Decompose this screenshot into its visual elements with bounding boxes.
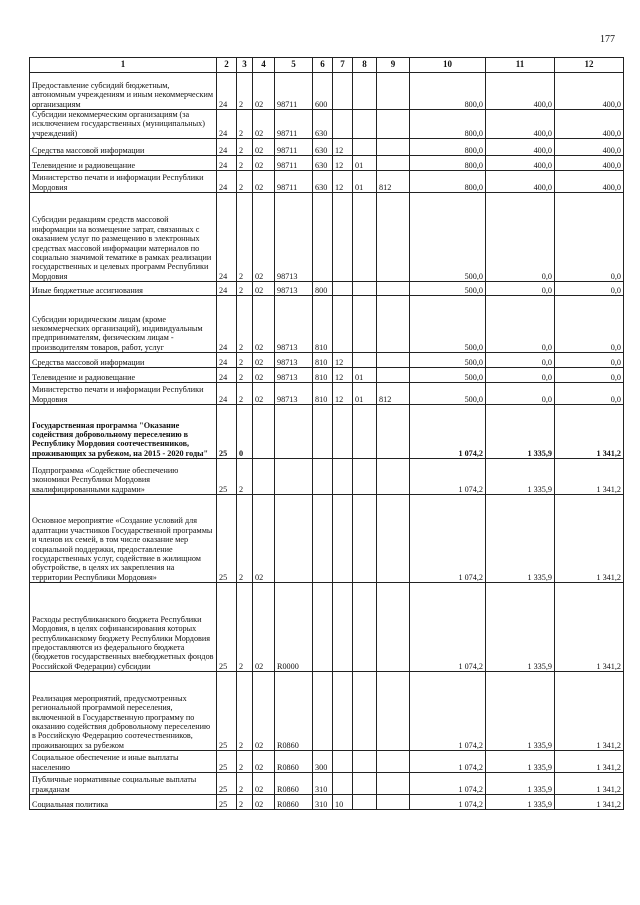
cell-col-9 — [377, 405, 410, 459]
cell-col-3: 0 — [237, 405, 253, 459]
cell-col-9 — [377, 282, 410, 296]
cell-col-10: 1 074,2 — [410, 405, 486, 459]
cell-col-9 — [377, 672, 410, 751]
cell-col-11: 400,0 — [486, 110, 555, 139]
cell-col-3: 2 — [237, 495, 253, 583]
cell-col-4: 02 — [253, 296, 275, 353]
table-row — [30, 405, 624, 459]
cell-col-6 — [313, 495, 333, 583]
row-description: Государственная программа "Оказание содействия добровольному переселению в Республику Мордовия соотечественников, проживающих за рубежом, на 2015 - 2020 годы" — [30, 405, 217, 459]
cell-col-10: 800,0 — [410, 139, 486, 156]
cell-col-7 — [333, 296, 353, 353]
cell-col-4: 02 — [253, 353, 275, 368]
cell-col-4: 02 — [253, 368, 275, 383]
cell-col-4: 02 — [253, 795, 275, 810]
cell-col-8 — [353, 296, 377, 353]
cell-col-12: 1 341,2 — [555, 459, 624, 495]
column-header-10: 10 — [410, 58, 486, 73]
cell-col-4: 02 — [253, 156, 275, 171]
cell-col-10: 800,0 — [410, 171, 486, 193]
cell-col-11: 1 335,9 — [486, 583, 555, 672]
cell-col-9 — [377, 368, 410, 383]
cell-col-5 — [275, 405, 313, 459]
column-header-9: 9 — [377, 58, 410, 73]
column-header-4: 4 — [253, 58, 275, 73]
cell-col-5: 98713 — [275, 296, 313, 353]
cell-col-8 — [353, 353, 377, 368]
cell-col-12: 1 341,2 — [555, 672, 624, 751]
cell-col-9 — [377, 110, 410, 139]
cell-col-9 — [377, 495, 410, 583]
cell-col-2: 24 — [217, 139, 237, 156]
cell-col-11: 400,0 — [486, 73, 555, 110]
cell-col-7: 10 — [333, 795, 353, 810]
cell-col-2: 25 — [217, 672, 237, 751]
cell-col-6 — [313, 193, 333, 282]
cell-col-10: 500,0 — [410, 296, 486, 353]
cell-col-11: 1 335,9 — [486, 751, 555, 773]
cell-col-8 — [353, 773, 377, 795]
cell-col-10: 500,0 — [410, 353, 486, 368]
table-row — [30, 773, 624, 795]
cell-col-12: 0,0 — [555, 353, 624, 368]
cell-col-6: 300 — [313, 751, 333, 773]
cell-col-11: 0,0 — [486, 383, 555, 405]
column-header-12: 12 — [555, 58, 624, 73]
cell-col-7 — [333, 459, 353, 495]
cell-col-2: 25 — [217, 495, 237, 583]
cell-col-7 — [333, 110, 353, 139]
cell-col-7: 12 — [333, 368, 353, 383]
cell-col-11: 0,0 — [486, 193, 555, 282]
cell-col-3: 2 — [237, 773, 253, 795]
table-row — [30, 171, 624, 193]
cell-col-12: 0,0 — [555, 193, 624, 282]
cell-col-6: 600 — [313, 73, 333, 110]
table-row — [30, 751, 624, 773]
cell-col-2: 25 — [217, 583, 237, 672]
cell-col-2: 25 — [217, 751, 237, 773]
cell-col-9: 812 — [377, 383, 410, 405]
cell-col-9 — [377, 139, 410, 156]
cell-col-10: 1 074,2 — [410, 495, 486, 583]
cell-col-5: R0860 — [275, 795, 313, 810]
cell-col-7 — [333, 672, 353, 751]
cell-col-9 — [377, 583, 410, 672]
cell-col-10: 1 074,2 — [410, 459, 486, 495]
cell-col-8 — [353, 405, 377, 459]
cell-col-6: 310 — [313, 795, 333, 810]
cell-col-3: 2 — [237, 296, 253, 353]
cell-col-5: 98711 — [275, 73, 313, 110]
cell-col-6: 630 — [313, 156, 333, 171]
cell-col-12: 400,0 — [555, 139, 624, 156]
cell-col-10: 1 074,2 — [410, 672, 486, 751]
table-row — [30, 156, 624, 171]
cell-col-6: 630 — [313, 139, 333, 156]
cell-col-5: 98713 — [275, 193, 313, 282]
row-description: Предоставление субсидий бюджетным, автономным учреждениям и иным некоммерческим организациям — [30, 73, 217, 110]
cell-col-5: 98711 — [275, 156, 313, 171]
table-row — [30, 795, 624, 810]
table-row — [30, 672, 624, 751]
cell-col-6: 810 — [313, 296, 333, 353]
column-header-8: 8 — [353, 58, 377, 73]
cell-col-2: 25 — [217, 795, 237, 810]
table-header-row — [30, 58, 624, 73]
cell-col-7 — [333, 73, 353, 110]
cell-col-5: R0860 — [275, 672, 313, 751]
cell-col-4: 02 — [253, 495, 275, 583]
cell-col-3: 2 — [237, 383, 253, 405]
cell-col-3: 2 — [237, 139, 253, 156]
cell-col-2: 25 — [217, 459, 237, 495]
cell-col-9 — [377, 773, 410, 795]
cell-col-5: 98713 — [275, 383, 313, 405]
cell-col-5: R0860 — [275, 751, 313, 773]
cell-col-4: 02 — [253, 583, 275, 672]
table-row — [30, 368, 624, 383]
cell-col-4 — [253, 459, 275, 495]
table-row — [30, 73, 624, 110]
cell-col-12: 400,0 — [555, 156, 624, 171]
row-description: Субсидии редакциям средств массовой информации на возмещение затрат, связанных с оказанием услуг по размещению в электронных средствах массовой информации материалов по социально значимой тематике в рамках реализации государственных и целевых программ Республики Мордовия — [30, 193, 217, 282]
cell-col-7 — [333, 495, 353, 583]
cell-col-5: 98713 — [275, 282, 313, 296]
cell-col-12: 400,0 — [555, 73, 624, 110]
cell-col-6: 630 — [313, 110, 333, 139]
cell-col-3: 2 — [237, 459, 253, 495]
cell-col-8 — [353, 110, 377, 139]
cell-col-2: 24 — [217, 296, 237, 353]
cell-col-6: 810 — [313, 353, 333, 368]
cell-col-8 — [353, 459, 377, 495]
cell-col-4: 02 — [253, 751, 275, 773]
column-header-2: 2 — [217, 58, 237, 73]
cell-col-5: R0860 — [275, 773, 313, 795]
row-description: Субсидии юридическим лицам (кроме некоммерческих организаций), индивидуальным предпринимателям, физическим лицам - производителям товаров, работ, услуг — [30, 296, 217, 353]
cell-col-8 — [353, 73, 377, 110]
cell-col-11: 1 335,9 — [486, 405, 555, 459]
cell-col-8 — [353, 795, 377, 810]
cell-col-10: 500,0 — [410, 193, 486, 282]
cell-col-12: 1 341,2 — [555, 405, 624, 459]
cell-col-4: 02 — [253, 282, 275, 296]
row-description: Подпрограмма «Содействие обеспечению экономики Республики Мордовия квалифицированными кадрами» — [30, 459, 217, 495]
cell-col-2: 24 — [217, 383, 237, 405]
cell-col-10: 1 074,2 — [410, 773, 486, 795]
cell-col-6: 810 — [313, 368, 333, 383]
cell-col-4: 02 — [253, 672, 275, 751]
cell-col-12: 1 341,2 — [555, 773, 624, 795]
cell-col-9 — [377, 193, 410, 282]
cell-col-7 — [333, 193, 353, 282]
row-description: Средства массовой информации — [30, 139, 217, 156]
cell-col-8 — [353, 495, 377, 583]
cell-col-11: 1 335,9 — [486, 773, 555, 795]
cell-col-3: 2 — [237, 282, 253, 296]
cell-col-10: 500,0 — [410, 368, 486, 383]
cell-col-7 — [333, 583, 353, 672]
cell-col-7: 12 — [333, 353, 353, 368]
cell-col-3: 2 — [237, 193, 253, 282]
table-row — [30, 353, 624, 368]
cell-col-5 — [275, 495, 313, 583]
column-header-1: 1 — [30, 58, 217, 73]
cell-col-3: 2 — [237, 353, 253, 368]
cell-col-7: 12 — [333, 383, 353, 405]
column-header-11: 11 — [486, 58, 555, 73]
cell-col-7 — [333, 773, 353, 795]
cell-col-11: 0,0 — [486, 282, 555, 296]
cell-col-3: 2 — [237, 110, 253, 139]
cell-col-3: 2 — [237, 171, 253, 193]
cell-col-7 — [333, 751, 353, 773]
cell-col-2: 24 — [217, 353, 237, 368]
cell-col-12: 400,0 — [555, 171, 624, 193]
cell-col-8: 01 — [353, 156, 377, 171]
cell-col-12: 0,0 — [555, 296, 624, 353]
row-description: Расходы республиканского бюджета Республики Мордовия, в целях софинансирования которых республиканскому бюджету Республики Мордовия предоставляются из федерального бюджета (бюджетов государственных внебюджетных фондов Российской Федерации) субсидии — [30, 583, 217, 672]
cell-col-12: 0,0 — [555, 368, 624, 383]
cell-col-8 — [353, 193, 377, 282]
cell-col-8: 01 — [353, 383, 377, 405]
cell-col-8: 01 — [353, 368, 377, 383]
cell-col-3: 2 — [237, 751, 253, 773]
cell-col-9 — [377, 751, 410, 773]
cell-col-4: 02 — [253, 139, 275, 156]
cell-col-10: 800,0 — [410, 73, 486, 110]
cell-col-12: 1 341,2 — [555, 495, 624, 583]
cell-col-10: 1 074,2 — [410, 583, 486, 672]
cell-col-6 — [313, 583, 333, 672]
page-number: 177 — [600, 34, 615, 45]
cell-col-9 — [377, 459, 410, 495]
cell-col-4: 02 — [253, 110, 275, 139]
cell-col-3: 2 — [237, 795, 253, 810]
row-description: Министерство печати и информации Республики Мордовия — [30, 383, 217, 405]
cell-col-10: 800,0 — [410, 156, 486, 171]
cell-col-5: 98713 — [275, 353, 313, 368]
table-row — [30, 296, 624, 353]
cell-col-6: 310 — [313, 773, 333, 795]
cell-col-6: 810 — [313, 383, 333, 405]
cell-col-12: 1 341,2 — [555, 583, 624, 672]
table-row — [30, 583, 624, 672]
row-description: Социальное обеспечение и иные выплаты населению — [30, 751, 217, 773]
cell-col-8 — [353, 751, 377, 773]
cell-col-8 — [353, 139, 377, 156]
cell-col-7 — [333, 405, 353, 459]
cell-col-10: 500,0 — [410, 282, 486, 296]
cell-col-11: 400,0 — [486, 156, 555, 171]
cell-col-2: 24 — [217, 368, 237, 383]
cell-col-5 — [275, 459, 313, 495]
cell-col-3: 2 — [237, 156, 253, 171]
cell-col-9 — [377, 353, 410, 368]
cell-col-10: 500,0 — [410, 383, 486, 405]
cell-col-2: 24 — [217, 282, 237, 296]
cell-col-11: 400,0 — [486, 139, 555, 156]
cell-col-10: 1 074,2 — [410, 751, 486, 773]
cell-col-9 — [377, 73, 410, 110]
cell-col-9 — [377, 795, 410, 810]
cell-col-6 — [313, 672, 333, 751]
cell-col-11: 1 335,9 — [486, 459, 555, 495]
cell-col-7: 12 — [333, 171, 353, 193]
cell-col-4 — [253, 405, 275, 459]
cell-col-9 — [377, 156, 410, 171]
cell-col-7: 12 — [333, 139, 353, 156]
cell-col-11: 1 335,9 — [486, 672, 555, 751]
cell-col-5: 98711 — [275, 110, 313, 139]
table-row — [30, 282, 624, 296]
cell-col-11: 0,0 — [486, 368, 555, 383]
cell-col-2: 24 — [217, 193, 237, 282]
cell-col-4: 02 — [253, 171, 275, 193]
row-description: Иные бюджетные ассигнования — [30, 282, 217, 296]
row-description: Основное мероприятие «Создание условий для адаптации участников Государственной программы и членов их семей, в том числе оказание мер социальной поддержки, предоставление государственных услуг, содействие в жилищном обустройстве, в целях их закрепления на территории Республики Мордовия» — [30, 495, 217, 583]
row-description: Министерство печати и информации Республики Мордовия — [30, 171, 217, 193]
cell-col-10: 1 074,2 — [410, 795, 486, 810]
cell-col-8 — [353, 583, 377, 672]
cell-col-8: 01 — [353, 171, 377, 193]
cell-col-12: 0,0 — [555, 282, 624, 296]
cell-col-8 — [353, 672, 377, 751]
cell-col-2: 25 — [217, 405, 237, 459]
cell-col-3: 2 — [237, 73, 253, 110]
row-description: Субсидии некоммерческим организациям (за исключением государственных (муниципальных) учреждений) — [30, 110, 217, 139]
table-row — [30, 139, 624, 156]
row-description: Социальная политика — [30, 795, 217, 810]
cell-col-11: 0,0 — [486, 353, 555, 368]
cell-col-5: 98711 — [275, 139, 313, 156]
cell-col-6 — [313, 459, 333, 495]
cell-col-3: 2 — [237, 583, 253, 672]
cell-col-9: 812 — [377, 171, 410, 193]
row-description: Реализация мероприятий, предусмотренных региональной программой переселения, включенной в Государственную программу по оказанию содействия добровольному переселению в Российскую Федерацию соотечественников, проживающих за рубежом — [30, 672, 217, 751]
cell-col-5: 98711 — [275, 171, 313, 193]
cell-col-11: 1 335,9 — [486, 495, 555, 583]
cell-col-12: 1 341,2 — [555, 795, 624, 810]
cell-col-5: 98713 — [275, 368, 313, 383]
table-body — [30, 73, 624, 810]
cell-col-12: 400,0 — [555, 110, 624, 139]
cell-col-2: 24 — [217, 110, 237, 139]
cell-col-11: 400,0 — [486, 171, 555, 193]
cell-col-2: 24 — [217, 73, 237, 110]
cell-col-9 — [377, 296, 410, 353]
row-description: Телевидение и радиовещание — [30, 368, 217, 383]
cell-col-7 — [333, 282, 353, 296]
cell-col-2: 24 — [217, 171, 237, 193]
cell-col-8 — [353, 282, 377, 296]
table-row — [30, 383, 624, 405]
cell-col-11: 0,0 — [486, 296, 555, 353]
cell-col-10: 800,0 — [410, 110, 486, 139]
cell-col-2: 24 — [217, 156, 237, 171]
cell-col-6 — [313, 405, 333, 459]
cell-col-12: 0,0 — [555, 383, 624, 405]
table-row — [30, 495, 624, 583]
table-row — [30, 193, 624, 282]
row-description: Телевидение и радиовещание — [30, 156, 217, 171]
cell-col-11: 1 335,9 — [486, 795, 555, 810]
cell-col-6: 630 — [313, 171, 333, 193]
cell-col-3: 2 — [237, 672, 253, 751]
row-description: Публичные нормативные социальные выплаты гражданам — [30, 773, 217, 795]
column-header-7: 7 — [333, 58, 353, 73]
cell-col-2: 25 — [217, 773, 237, 795]
cell-col-6: 800 — [313, 282, 333, 296]
cell-col-3: 2 — [237, 368, 253, 383]
cell-col-7: 12 — [333, 156, 353, 171]
column-header-5: 5 — [275, 58, 313, 73]
row-description: Средства массовой информации — [30, 353, 217, 368]
column-header-6: 6 — [313, 58, 333, 73]
table-row — [30, 459, 624, 495]
cell-col-4: 02 — [253, 73, 275, 110]
cell-col-12: 1 341,2 — [555, 751, 624, 773]
cell-col-5: R0000 — [275, 583, 313, 672]
table-row — [30, 110, 624, 139]
cell-col-4: 02 — [253, 383, 275, 405]
budget-table — [29, 57, 624, 810]
cell-col-4: 02 — [253, 193, 275, 282]
column-header-3: 3 — [237, 58, 253, 73]
cell-col-4: 02 — [253, 773, 275, 795]
